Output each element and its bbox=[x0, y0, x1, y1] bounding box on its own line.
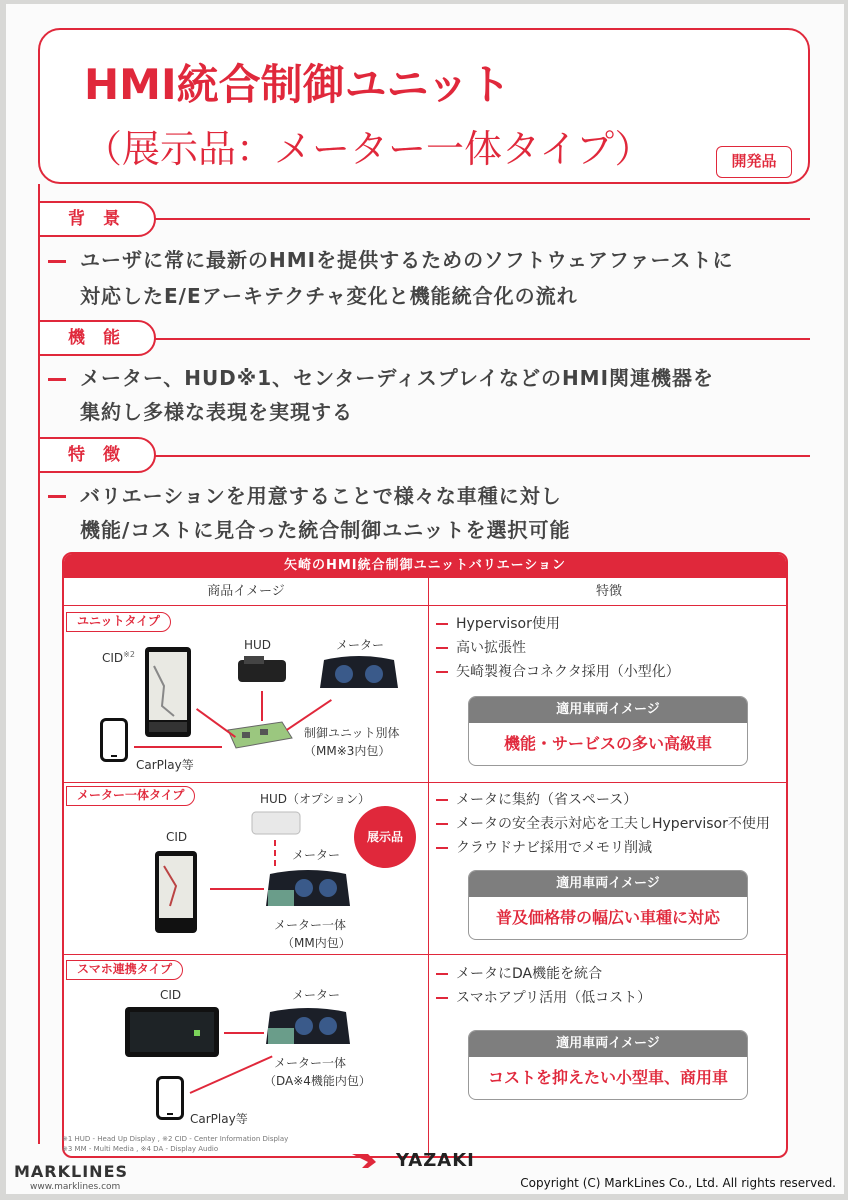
bullet-dash bbox=[48, 260, 66, 263]
unit-sublabel: （MM内包） bbox=[282, 936, 351, 950]
arrow-line bbox=[261, 691, 263, 721]
section-tab-function: 機 能 bbox=[38, 320, 156, 356]
feature-line-1: バリエーションを用意することで様々な車種に対し bbox=[80, 484, 562, 508]
row-tag-unit-type: ユニットタイプ bbox=[66, 612, 171, 632]
vehicle-header: 適用車両イメージ bbox=[469, 871, 747, 897]
background-line-1: ユーザに常に最新のHMIを提供するためのソフトウェアファーストに bbox=[80, 248, 734, 272]
feature-item: メータに集約（省スペース） bbox=[436, 788, 637, 812]
column-header-features: 特徴 bbox=[428, 578, 788, 606]
yazaki-logo-icon bbox=[352, 1152, 392, 1170]
meter-label: メーター bbox=[336, 638, 385, 652]
table-title: 矢崎のHMI統合制御ユニットバリエーション bbox=[64, 554, 786, 578]
background-line-2: 対応したE/Eアーキテクチャ変化と機能統合化の流れ bbox=[80, 284, 578, 308]
hud-unit-icon bbox=[236, 656, 288, 686]
column-divider bbox=[428, 578, 429, 1158]
hud-label: HUD bbox=[244, 638, 272, 652]
dashed-arrow bbox=[274, 840, 276, 866]
row-divider bbox=[64, 954, 786, 955]
cid-label bbox=[102, 650, 135, 665]
vehicle-image-box bbox=[468, 870, 748, 940]
page-subtitle: （展示品：メーター一体タイプ） bbox=[84, 127, 653, 171]
hud-unit-icon bbox=[250, 808, 302, 838]
smartphone-icon bbox=[100, 718, 128, 762]
footnote-line: ※3 MM - Multi Media , ※4 DA - Display Audio bbox=[62, 1145, 219, 1153]
meter-integrated-unit-icon bbox=[264, 1004, 352, 1048]
copyright-text: Copyright (C) MarkLines Co., Ltd. All rights reserved. bbox=[520, 1176, 836, 1190]
feature-item: スマホアプリ活用（低コスト） bbox=[436, 986, 651, 1010]
unit-label: メーター一体 bbox=[274, 918, 347, 932]
watermark-url: www.marklines.com bbox=[30, 1182, 121, 1192]
page-title: HMI統合制御ユニット bbox=[84, 60, 511, 109]
cid-label: CID bbox=[160, 988, 182, 1002]
arrow-line bbox=[190, 1055, 273, 1093]
development-tag: 開発品 bbox=[716, 146, 792, 178]
feature-item: クラウドナビ採用でメモリ削減 bbox=[436, 836, 652, 860]
function-line-2: 集約し多様な表現を実現する bbox=[80, 400, 353, 424]
cid-display-icon bbox=[154, 850, 198, 934]
column-header-image: 商品イメージ bbox=[64, 578, 428, 606]
meter-cluster-icon bbox=[318, 654, 400, 690]
carplay-label: CarPlay等 bbox=[190, 1112, 248, 1126]
vehicle-value: コストを抑えたい小型車、商用車 bbox=[487, 1068, 728, 1087]
arrow-line bbox=[224, 1032, 264, 1034]
feature-line-2: 機能/コストに見合った統合制御ユニットを選択可能 bbox=[80, 518, 571, 542]
vehicle-header: 適用車両イメージ bbox=[469, 1031, 747, 1057]
vehicle-value: 機能・サービスの多い高級車 bbox=[503, 734, 712, 753]
smartphone-icon bbox=[156, 1076, 184, 1120]
bullet-dash bbox=[48, 378, 66, 381]
unit-label: 制御ユニット別体 bbox=[304, 726, 400, 740]
bullet-dash bbox=[48, 495, 66, 498]
vehicle-image-box bbox=[468, 696, 748, 766]
cid-footnote-mark: ※2 bbox=[123, 650, 135, 659]
footnote-line: ※1 HUD - Head Up Display , ※2 CID - Center Information Display bbox=[62, 1135, 289, 1143]
vehicle-header: 適用車両イメージ bbox=[469, 697, 747, 723]
footnotes bbox=[62, 1134, 288, 1154]
feature-item: メータにDA機能を統合 bbox=[436, 962, 602, 986]
section-tab-feature: 特 徴 bbox=[38, 437, 156, 473]
vehicle-image-box bbox=[468, 1030, 748, 1100]
function-line-1: メーター、HUD※1、センターディスプレイなどのHMI関連機器を bbox=[80, 366, 715, 390]
hud-option-label: HUD（オプション） bbox=[260, 792, 370, 806]
row-tag-meter-integrated: メーター一体タイプ bbox=[66, 786, 195, 806]
meter-label: メーター bbox=[292, 988, 341, 1002]
row-divider bbox=[64, 782, 786, 783]
vehicle-value: 普及価格帯の幅広い車種に対応 bbox=[495, 908, 720, 927]
brand-logo-text: YAZAKI bbox=[396, 1150, 475, 1171]
cid-label: CID bbox=[166, 830, 188, 844]
cid-display-icon bbox=[144, 646, 192, 738]
title-box bbox=[38, 28, 810, 184]
feature-item: 高い拡張性 bbox=[436, 636, 526, 660]
unit-sublabel: （DA※4機能内包） bbox=[264, 1074, 371, 1088]
feature-item: Hypervisor使用 bbox=[436, 612, 560, 636]
cid-label-text: CID bbox=[102, 651, 124, 665]
exhibit-badge: 展示品 bbox=[354, 806, 416, 868]
cid-display-icon bbox=[124, 1006, 220, 1058]
carplay-label: CarPlay等 bbox=[136, 758, 194, 772]
section-tab-background: 背 景 bbox=[38, 201, 156, 237]
variation-table bbox=[62, 552, 788, 1158]
watermark-name: MARKLINES bbox=[14, 1162, 129, 1181]
arrow-line bbox=[134, 746, 222, 748]
unit-label: メーター一体 bbox=[274, 1056, 347, 1070]
meter-integrated-unit-icon bbox=[264, 866, 352, 910]
unit-sublabel: （MM※3内包） bbox=[304, 744, 391, 758]
row-tag-smartphone-linked: スマホ連携タイプ bbox=[66, 960, 183, 980]
arrow-line bbox=[210, 888, 264, 890]
feature-item: メータの安全表示対応を工夫しHypervisor不使用 bbox=[436, 812, 770, 836]
feature-item: 矢崎製複合コネクタ採用（小型化） bbox=[436, 660, 680, 684]
meter-label: メーター bbox=[292, 848, 341, 862]
